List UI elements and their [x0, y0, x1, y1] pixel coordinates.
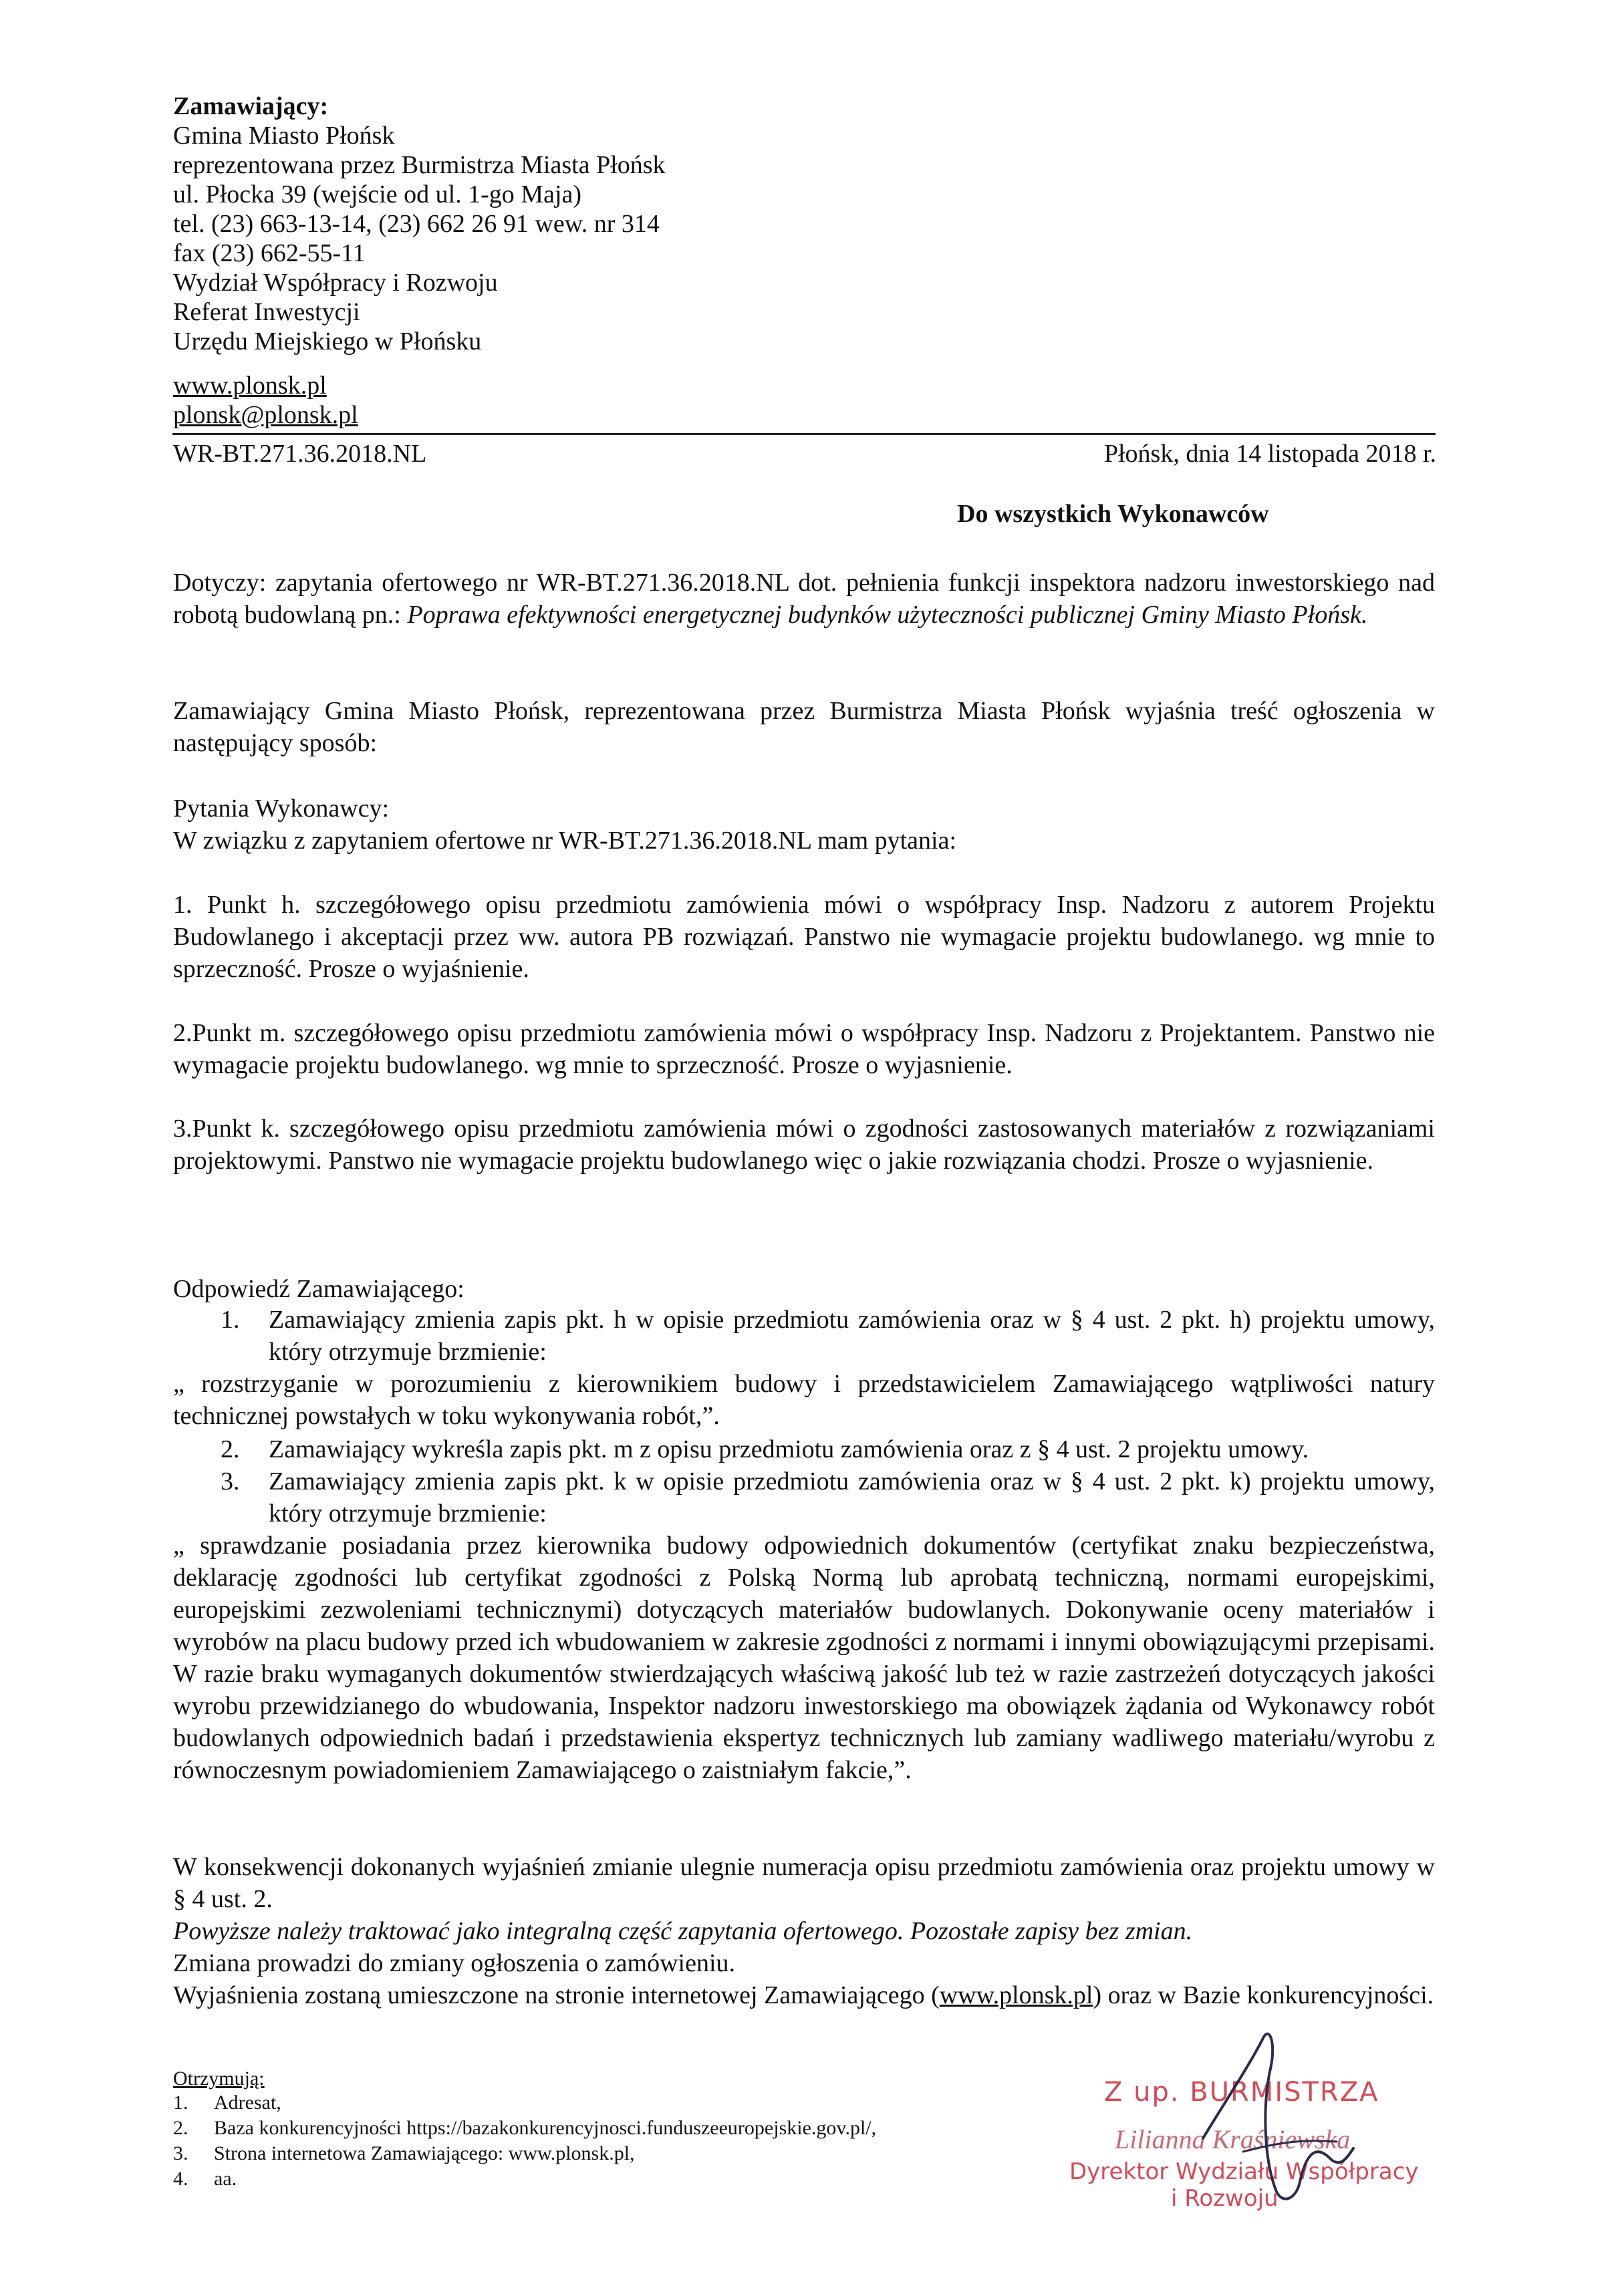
publish-link[interactable]: www.plonsk.pl: [939, 1981, 1093, 2009]
intro-paragraph: Zamawiający Gmina Miasto Płońsk, reprezentowana przez Burmistrza Miasta Płońsk wyjaśnia treść ogłoszenia w następujący sposób:: [173, 697, 1435, 757]
answer-item-number: 3.: [221, 1467, 240, 1495]
reference-number: WR-BT.271.36.2018.NL: [173, 440, 427, 468]
answer-quote: „ rozstrzyganie w porozumieniu z kierownikiem budowy i przedstawicielem Zamawiającego wątpliwości natury technicznej powstałych w toku wykonywania robót,”.: [173, 1370, 1435, 1430]
stamp-title: i Rozwoju: [1171, 2185, 1279, 2212]
answer-item: Zamawiający zmienia zapis pkt. k w opisie przedmiotu zamówienia oraz w § 4 ust. 2 pkt. k) projektu umowy, który otrzymuje brzmienie:: [269, 1467, 1435, 1528]
answer-heading: Odpowiedź Zamawiającego:: [173, 1275, 464, 1303]
sender-line: Referat Inwestycji: [173, 298, 360, 326]
recipients-heading: Otrzymują:: [173, 2067, 265, 2090]
sender-line: tel. (23) 663-13-14, (23) 662 26 91 wew. nr 314: [173, 210, 660, 238]
publish-suffix: ) oraz w Bazie konkurencyjności.: [1093, 1981, 1434, 2009]
subject-prefix: Dotyczy: zapytania ofertowego nr WR-BT.271.36.2018.NL dot. pełnienia funkcji inspektora nadzoru inwestorskiego nad robotą budowlaną pn.:: [173, 569, 1435, 629]
stamp-signatory-name: Lilianna Kraśniewska: [1115, 2124, 1351, 2154]
sender-line: ul. Płocka 39 (wejście od ul. 1-go Maja): [173, 180, 582, 208]
answer-item-number: 1.: [221, 1306, 240, 1334]
integral-statement: Powyższe należy traktować jako integralną część zapytania ofertowego. Pozostałe zapisy bez zmian.: [173, 1917, 1193, 1945]
questions-heading: Pytania Wykonawcy:: [173, 795, 390, 823]
sender-line: Urzędu Miejskiego w Płońsku: [173, 327, 482, 355]
sender-line: reprezentowana przez Burmistrza Miasta Płońsk: [173, 151, 666, 179]
answer-quote: „ sprawdzanie posiadania przez kierownika budowy odpowiednich dokumentów (certyfikat znaku bezpieczeństwa, deklarację zgodności lub certyfikat zgodności z Polską Normą lub aprobatą techniczną, normami europejskimi, europejskimi zezwoleniami technicznymi) dotyczących materiałów budowlanych. Dokonywanie oceny materiałów i wyrobów na placu budowy przed ich wbudowaniem w zakresie zgodności z normami i innymi obowiązującymi przepisami. W razie braku wymaganych dokumentów stwierdzających właściwą jakość lub też w razie zastrzeżeń dotyczących jakości wyrobu przewidzianego do wbudowania, Inspektor nadzoru inwestorskiego ma obowiązek żądania od Wykonawcy robót budowlanych odpowiednich badań i przedstawienia ekspertyz technicznych lub zamiany wadliwego materiału/wyrobu z równoczesnym powiadomieniem Zamawiającego o zaistniałym fakcie,”.: [173, 1532, 1435, 1784]
addressee: Do wszystkich Wykonawców: [957, 500, 1269, 528]
website-link[interactable]: www.plonsk.pl: [173, 372, 327, 400]
recipient-item: Baza konkurencyjności https://bazakonkurencyjnosci.funduszeeuropejskie.gov.pl/,: [214, 2117, 877, 2139]
subject-title: Poprawa efektywności energetycznej budynków użyteczności publicznej Gminy Miasto Płońsk.: [407, 601, 1368, 629]
sender-line: Wydział Współpracy i Rozwoju: [173, 269, 498, 297]
recipient-number: 2.: [173, 2117, 188, 2139]
subject-paragraph: [173, 567, 1435, 631]
recipient-number: 1.: [173, 2092, 188, 2114]
answer-item: Zamawiający zmienia zapis pkt. h w opisie przedmiotu zamówienia oraz w § 4 ust. 2 pkt. h) projektu umowy, który otrzymuje brzmienie:: [269, 1306, 1435, 1366]
sender-line: Gmina Miasto Płońsk: [173, 122, 395, 150]
consequence-paragraph: W konsekwencji dokonanych wyjaśnień zmianie ulegnie numeracja opisu przedmiotu zamówienia oraz projektu umowy w § 4 ust. 2.: [173, 1853, 1435, 1913]
publish-paragraph: [173, 1979, 1435, 2011]
sender-line: fax (23) 662-55-11: [173, 239, 366, 267]
email-link[interactable]: plonsk@plonsk.pl: [173, 401, 358, 429]
question-item: 2.Punkt m. szczegółowego opisu przedmiotu zamówienia mówi o współpracy Insp. Nadzoru z Projektantem. Panstwo nie wymagacie projektu budowlanego. wg mnie to sprzeczność. Prosze o wyjasnienie.: [173, 1019, 1435, 1079]
date-line: Płońsk, dnia 14 listopada 2018 r.: [1103, 440, 1436, 468]
stamp-authority: Z up. BURMISTRZA: [1104, 2077, 1379, 2108]
questions-lead: W związku z zapytaniem ofertowe nr WR-BT.271.36.2018.NL mam pytania:: [173, 827, 957, 855]
publish-prefix: Wyjaśnienia zostaną umieszczone na stronie internetowej Zamawiającego (: [173, 1981, 940, 2009]
answer-item-number: 2.: [221, 1435, 240, 1463]
answer-item: Zamawiający wykreśla zapis pkt. m z opisu przedmiotu zamówienia oraz z § 4 ust. 2 projektu umowy.: [269, 1435, 1309, 1463]
handwritten-signature-icon: [1163, 2025, 1417, 2225]
header-divider: [172, 433, 1436, 435]
change-statement: Zmiana prowadzi do zmiany ogłoszenia o zamówieniu.: [173, 1949, 736, 1977]
sender-label: Zamawiający:: [173, 92, 329, 120]
recipient-item: aa.: [214, 2168, 237, 2190]
stamp-title: Dyrektor Wydziału Współpracy: [1069, 2158, 1419, 2185]
question-item: 3.Punkt k. szczegółowego opisu przedmiotu zamówienia mówi o zgodności zastosowanych materiałów z rozwiązaniami projektowymi. Panstwo nie wymagacie projektu budowlanego więc o jakie rozwiązania chodzi. Prosze o wyjasnienie.: [173, 1115, 1435, 1175]
recipient-number: 3.: [173, 2142, 188, 2164]
question-item: 1. Punkt h. szczegółowego opisu przedmiotu zamówienia mówi o współpracy Insp. Nadzoru z autorem Projektu Budowlanego i akceptacji przez ww. autora PB rozwiązań. Panstwo nie wymagacie projektu budowlanego. wg mnie to sprzeczność. Prosze o wyjaśnienie.: [173, 891, 1435, 983]
recipient-number: 4.: [173, 2168, 188, 2190]
recipient-item: Strona internetowa Zamawiającego: www.plonsk.pl,: [214, 2142, 635, 2164]
recipient-item: Adresat,: [214, 2092, 281, 2114]
